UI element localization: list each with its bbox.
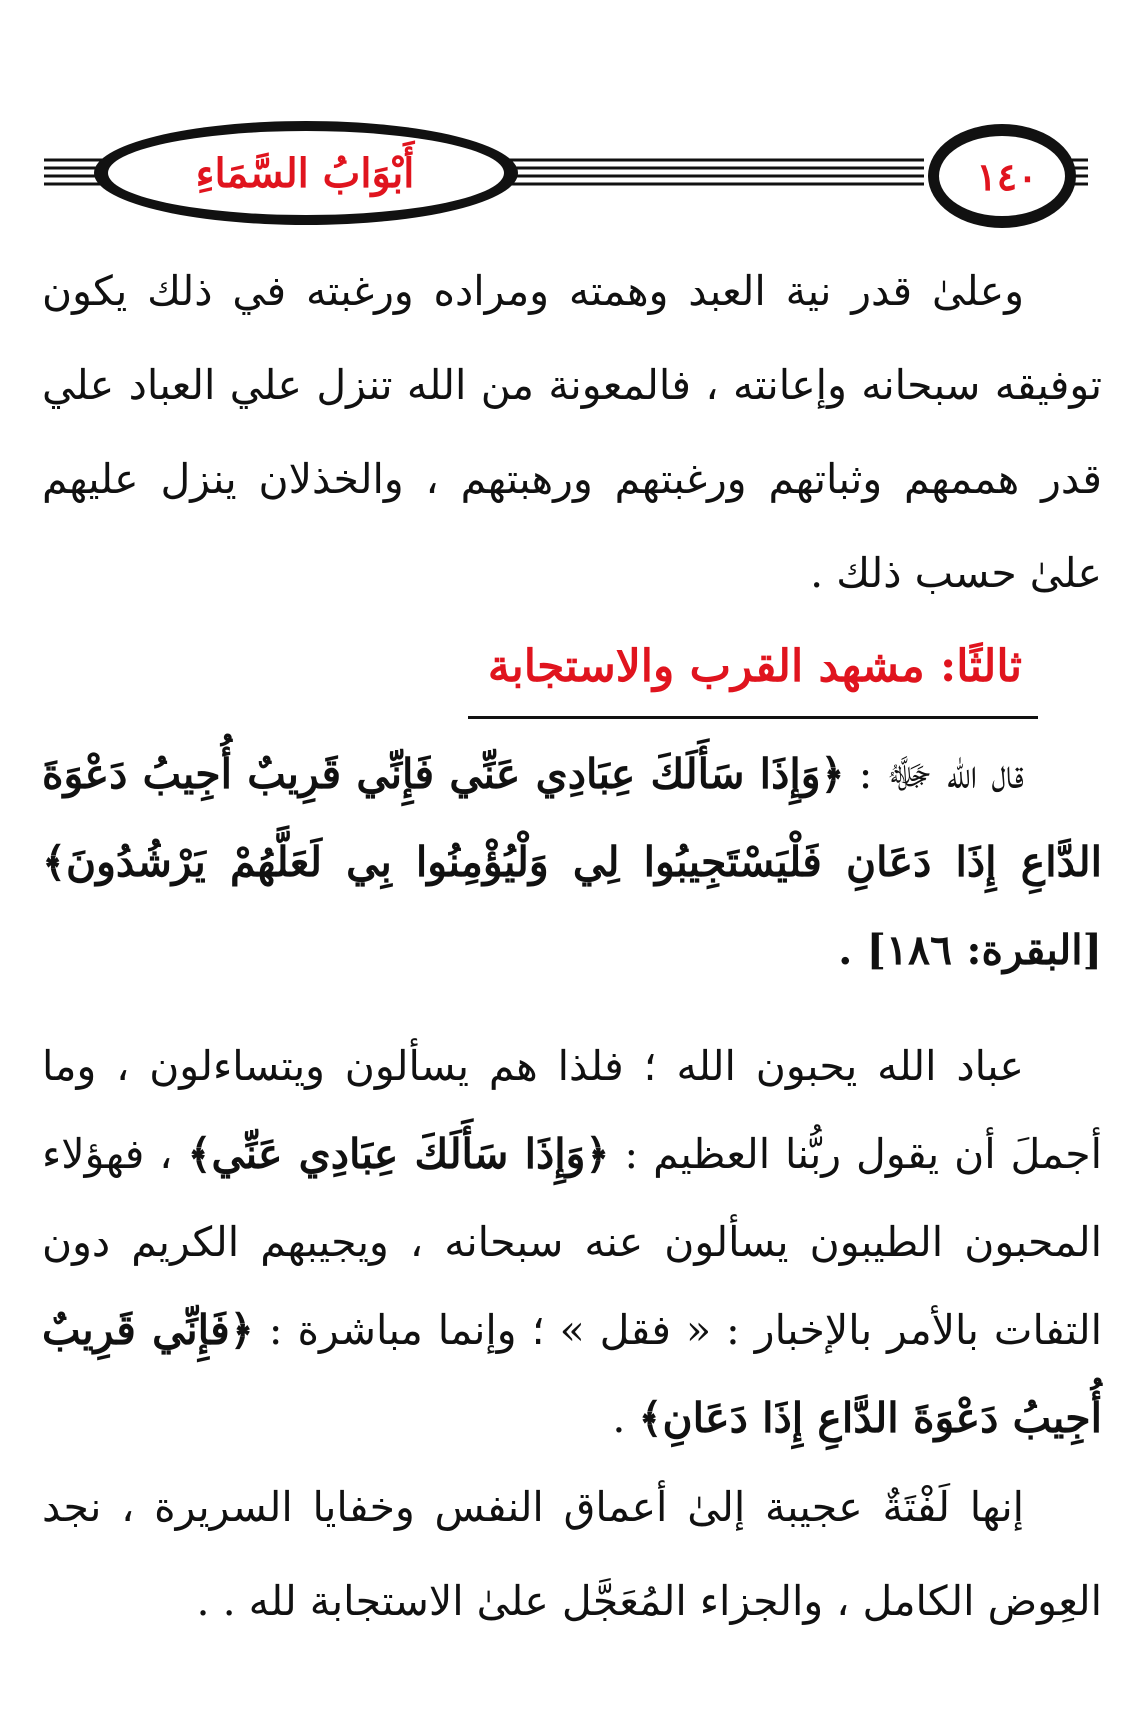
paragraph-3-part-a: عباد الله يحبون الله ؛ فلذا هم يسألون ويتساءلون ، وما أجملَ أن يقول ربُّنا العظيم : (42, 1042, 1103, 1178)
paragraph-1 (42, 244, 1102, 620)
quran-verse-short: ﴿وَإِذَا سَأَلَكَ عِبَادِي عَنِّي﴾ (187, 1130, 610, 1178)
section-heading: ثالثًا: مشهد القرب والاستجابة (487, 641, 1022, 692)
paragraph-3-part-b: ، فهؤلاء المحبون الطيبون يسألون عنه سبحانه ، ويجيبهم الكريم دون التفات بالأمر بالإخبار : « فقل » ؛ وإنما مباشرة : (42, 1130, 1102, 1354)
quran-verse-answer: ﴿فَإِنِّي قَرِيبٌ أُجِيبُ دَعْوَةَ الدَّاعِ إِذَا دَعَانِ﴾ (42, 1306, 1102, 1442)
heading-underline (468, 716, 1038, 719)
running-title: أَبْوَابُ السَّمَاءِ (195, 150, 415, 197)
paragraph-3 (42, 1022, 1102, 1462)
page-number: ١٤٠ (976, 154, 1038, 199)
paragraph-4-text: إنها لَفْتَةٌ عجيبة إلىٰ أعماق النفس وخفايا السريرة ، نجد العِوض الكامل ، والجزاء المُعَجَّل علىٰ الاستجابة لله . . (42, 1483, 1102, 1625)
paragraph-4 (42, 1460, 1102, 1648)
paragraph-2-intro: قال الله ﷻ : (844, 750, 1024, 798)
page-header (44, 116, 1088, 234)
paragraph-3-part-c: . (612, 1394, 639, 1442)
quran-verse: ﴿وَإِذَا سَأَلَكَ عِبَادِي عَنِّي فَإِنِّي قَرِيبٌ أُجِيبُ دَعْوَةَ الدَّاعِ إِذَا دَعَانِ فَلْيَسْتَجِيبُوا لِي وَلْيُؤْمِنُوا بِي لَعَلَّهُمْ يَرْشُدُونَ﴾ (42, 750, 1102, 886)
verse-reference: [البقرة: ١٨٦] . (838, 926, 1102, 974)
paragraph-2 (42, 730, 1102, 994)
paragraph-1-text: وعلىٰ قدر نية العبد وهمته ومراده ورغبته في ذلك يكون توفيقه سبحانه وإعانته ، فالمعونة من الله تنزل علي العباد علي قدر هممهم وثباتهم ورغبتهم ورهبتهم ، والخذلان ينزل عليهم علىٰ حسب ذلك . (42, 267, 1102, 597)
